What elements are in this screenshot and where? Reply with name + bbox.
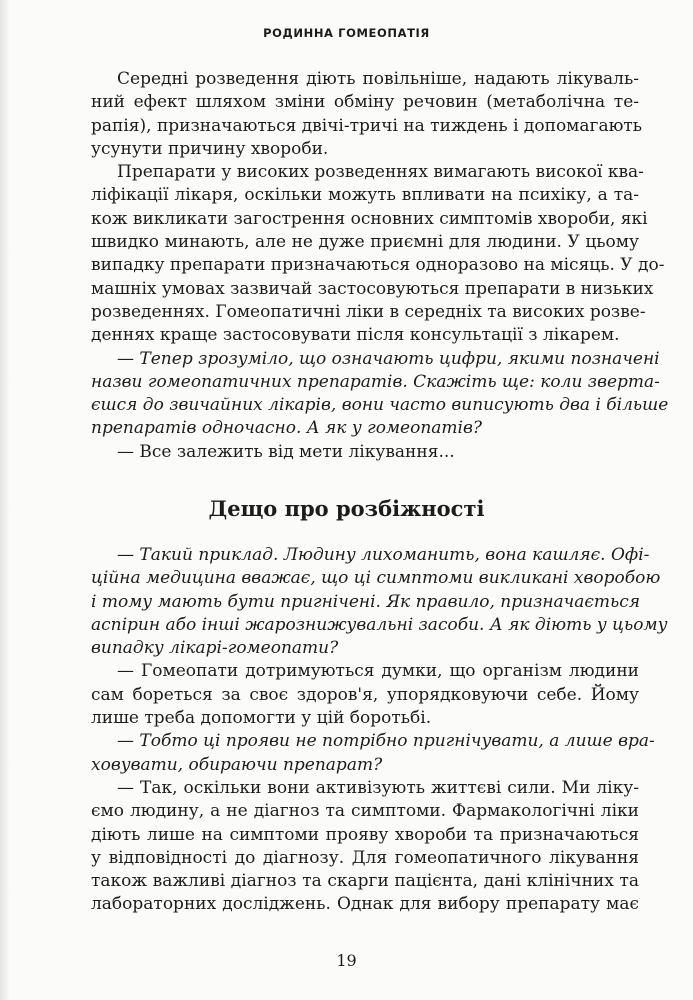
text-line: назви гомеопатичних препаратів. Скажіть ще: коли зверта- <box>91 371 660 392</box>
text-line: — Гомеопати дотримуються думки, що організм людини <box>117 661 639 682</box>
text-line: лише треба допомогти у цій боротьбі. <box>91 708 432 729</box>
text-line: усунути причину хвороби. <box>91 138 329 159</box>
text-line: сам бореться за своє здоров'я, упорядковуючи себе. Йому <box>91 684 639 705</box>
text-line: лабораторних досліджень. Однак для вибору препарату має <box>91 894 639 915</box>
text-line: деннях краще застосовувати після консультації з лікарем. <box>91 325 620 346</box>
text-line: — Такий приклад. Людину лихоманить, вона кашляє. Офі- <box>117 545 650 565</box>
text-line: швидко минають, але не дуже приємні для людини. У цьому <box>91 232 639 253</box>
text-line: ний ефект шляхом зміни обміну речовин (метаболічна те- <box>91 92 639 113</box>
text-line: препаратів одночасно. А як у гомеопатів? <box>91 418 482 439</box>
text-line: ховувати, обираючи препарат? <box>91 754 383 775</box>
text-line: Середні розведення діють повільніше, надають лікуваль- <box>117 69 639 89</box>
text-line: діють лише на симптоми прояву хвороби та призначаються <box>91 824 639 845</box>
text-line: рапія), призначаються двічі-тричі на тиждень і допомагають <box>91 115 643 136</box>
section-heading: Дещо про розбіжності <box>208 496 485 521</box>
running-header: РОДИННА ГОМЕОПАТІЯ <box>263 26 430 40</box>
text-line: випадку лікарі-гомеопати? <box>91 638 339 659</box>
text-line: ліфікації лікаря, оскільки можуть впливати на психіку, а та- <box>91 185 639 206</box>
text-line: випадку препарати призначаються одноразово на місяць. У до- <box>91 255 665 276</box>
text-line: Препарати у високих розведеннях вимагають високої ква- <box>117 162 644 183</box>
text-line: — Так, оскільки вони активізують життєві сили. Ми ліку- <box>117 777 639 798</box>
text-line: також важливі діагноз та скарги пацієнта, дані клінічних та <box>91 871 639 892</box>
page-number: 19 <box>336 951 357 970</box>
text-line: у відповідності до діагнозу. Для гомеопатичного лікування <box>91 847 639 868</box>
text-line: єшся до звичайних лікарів, вони часто виписують два і більше <box>91 395 669 416</box>
text-line: і тому мають бути пригнічені. Як правило, призначається <box>91 591 641 612</box>
text-block-top <box>91 68 669 464</box>
text-block-bottom <box>91 544 668 917</box>
text-line: аспірин або інші жарознижувальні засоби. А як діють у цьому <box>91 614 668 635</box>
text-line: кож викликати загострення основних симптомів хвороби, які <box>91 208 648 229</box>
text-line: розведеннях. Гомеопатичні ліки в середніх та високих розве- <box>91 301 646 322</box>
text-line: ємо людину, а не діагноз та симптоми. Фармакологічні ліки <box>91 801 639 822</box>
text-line: — Тепер зрозуміло, що означають цифри, якими позначені <box>117 348 660 369</box>
text-line: ційна медицина вважає, що ці симптоми викликані хворобою <box>91 568 661 589</box>
text-line: — Все залежить від мети лікування... <box>117 441 455 462</box>
text-line: — Тобто ці прояви не потрібно пригнічувати, а лише вра- <box>117 731 655 752</box>
text-line: машніх умовах зазвичай застосовуються препарати в низьких <box>91 278 654 299</box>
